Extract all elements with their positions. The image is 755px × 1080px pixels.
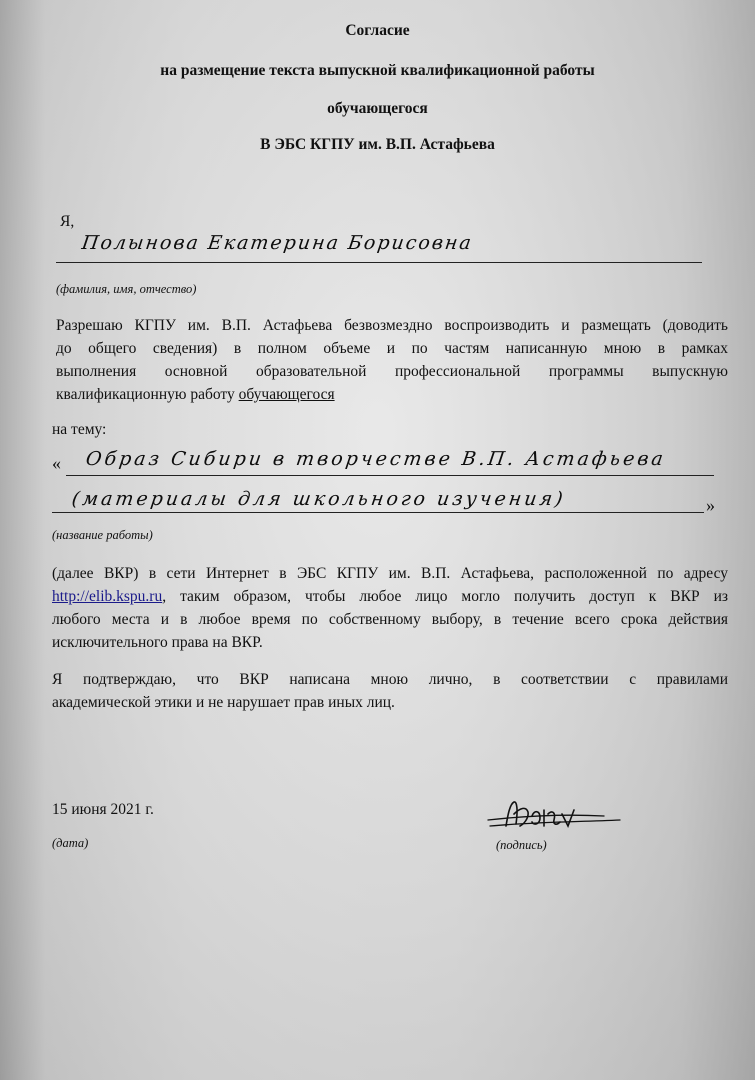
permission-line-1: Разрешаю КГПУ им. В.П. Астафьева безвозмездно воспроизводить и размещать (доводить bbox=[56, 317, 728, 334]
permission-line-2: до общего сведения) в полном объеме и по частям написанную мною в рамках bbox=[56, 340, 728, 357]
doc-subtitle-student: обучающегося bbox=[327, 100, 428, 117]
permission-line-4 bbox=[56, 383, 728, 406]
author-name-line bbox=[56, 262, 702, 263]
signature-caption: (подпись) bbox=[496, 838, 547, 852]
doc-title: Согласие bbox=[345, 22, 410, 39]
author-prefix: Я, bbox=[60, 213, 75, 230]
signature-handwritten bbox=[484, 796, 624, 840]
publication-line-2-text: , таким образом, чтобы любое лицо могло получить доступ к ВКР из bbox=[162, 588, 728, 605]
publication-line-2 bbox=[52, 585, 728, 608]
topic-line-1-rule bbox=[66, 475, 714, 476]
topic-line-2-rule bbox=[52, 512, 704, 513]
confirmation-line-1: Я подтверждаю, что ВКР написана мною лично, в соответствии с правилами bbox=[52, 671, 728, 688]
author-caption: (фамилия, имя, отчество) bbox=[56, 282, 197, 296]
topic-open-quote: « bbox=[52, 453, 61, 473]
publication-line-1: (далее ВКР) в сети Интернет в ЭБС КГПУ им. В.П. Астафьева, расположенной по адресу bbox=[52, 565, 728, 582]
confirmation-line-2: академической этики и не нарушает прав иных лиц. bbox=[52, 694, 395, 711]
publication-line-3: любого места и в любое время по собственному выбору, в течение всего срока действия bbox=[52, 611, 728, 628]
topic-close-quote: » bbox=[706, 495, 715, 515]
topic-label: на тему: bbox=[52, 421, 107, 438]
date-value: 15 июня 2021 г. bbox=[52, 801, 154, 818]
doc-subtitle-library: В ЭБС КГПУ им. В.П. Астафьева bbox=[260, 136, 495, 153]
permission-line-3: выполнения основной образовательной профессиональной программы выпускную bbox=[56, 363, 728, 380]
date-caption: (дата) bbox=[52, 836, 89, 850]
permission-student-underlined: обучающегося bbox=[238, 386, 335, 403]
topic-caption: (название работы) bbox=[52, 528, 153, 542]
doc-subtitle: на размещение текста выпускной квалификационной работы bbox=[160, 62, 595, 79]
publication-line-4: исключительного права на ВКР. bbox=[52, 634, 263, 651]
topic-line-2-handwritten: (материалы для школьного изучения) bbox=[70, 488, 568, 510]
topic-line-1-handwritten: Образ Сибири в творчестве В.П. Астафьева bbox=[84, 448, 668, 470]
permission-line-4-text: квалификационную работу bbox=[56, 386, 239, 403]
elib-link[interactable]: http://elib.kspu.ru bbox=[52, 588, 163, 605]
author-name-handwritten: Полынова Екатерина Борисовна bbox=[80, 232, 475, 254]
